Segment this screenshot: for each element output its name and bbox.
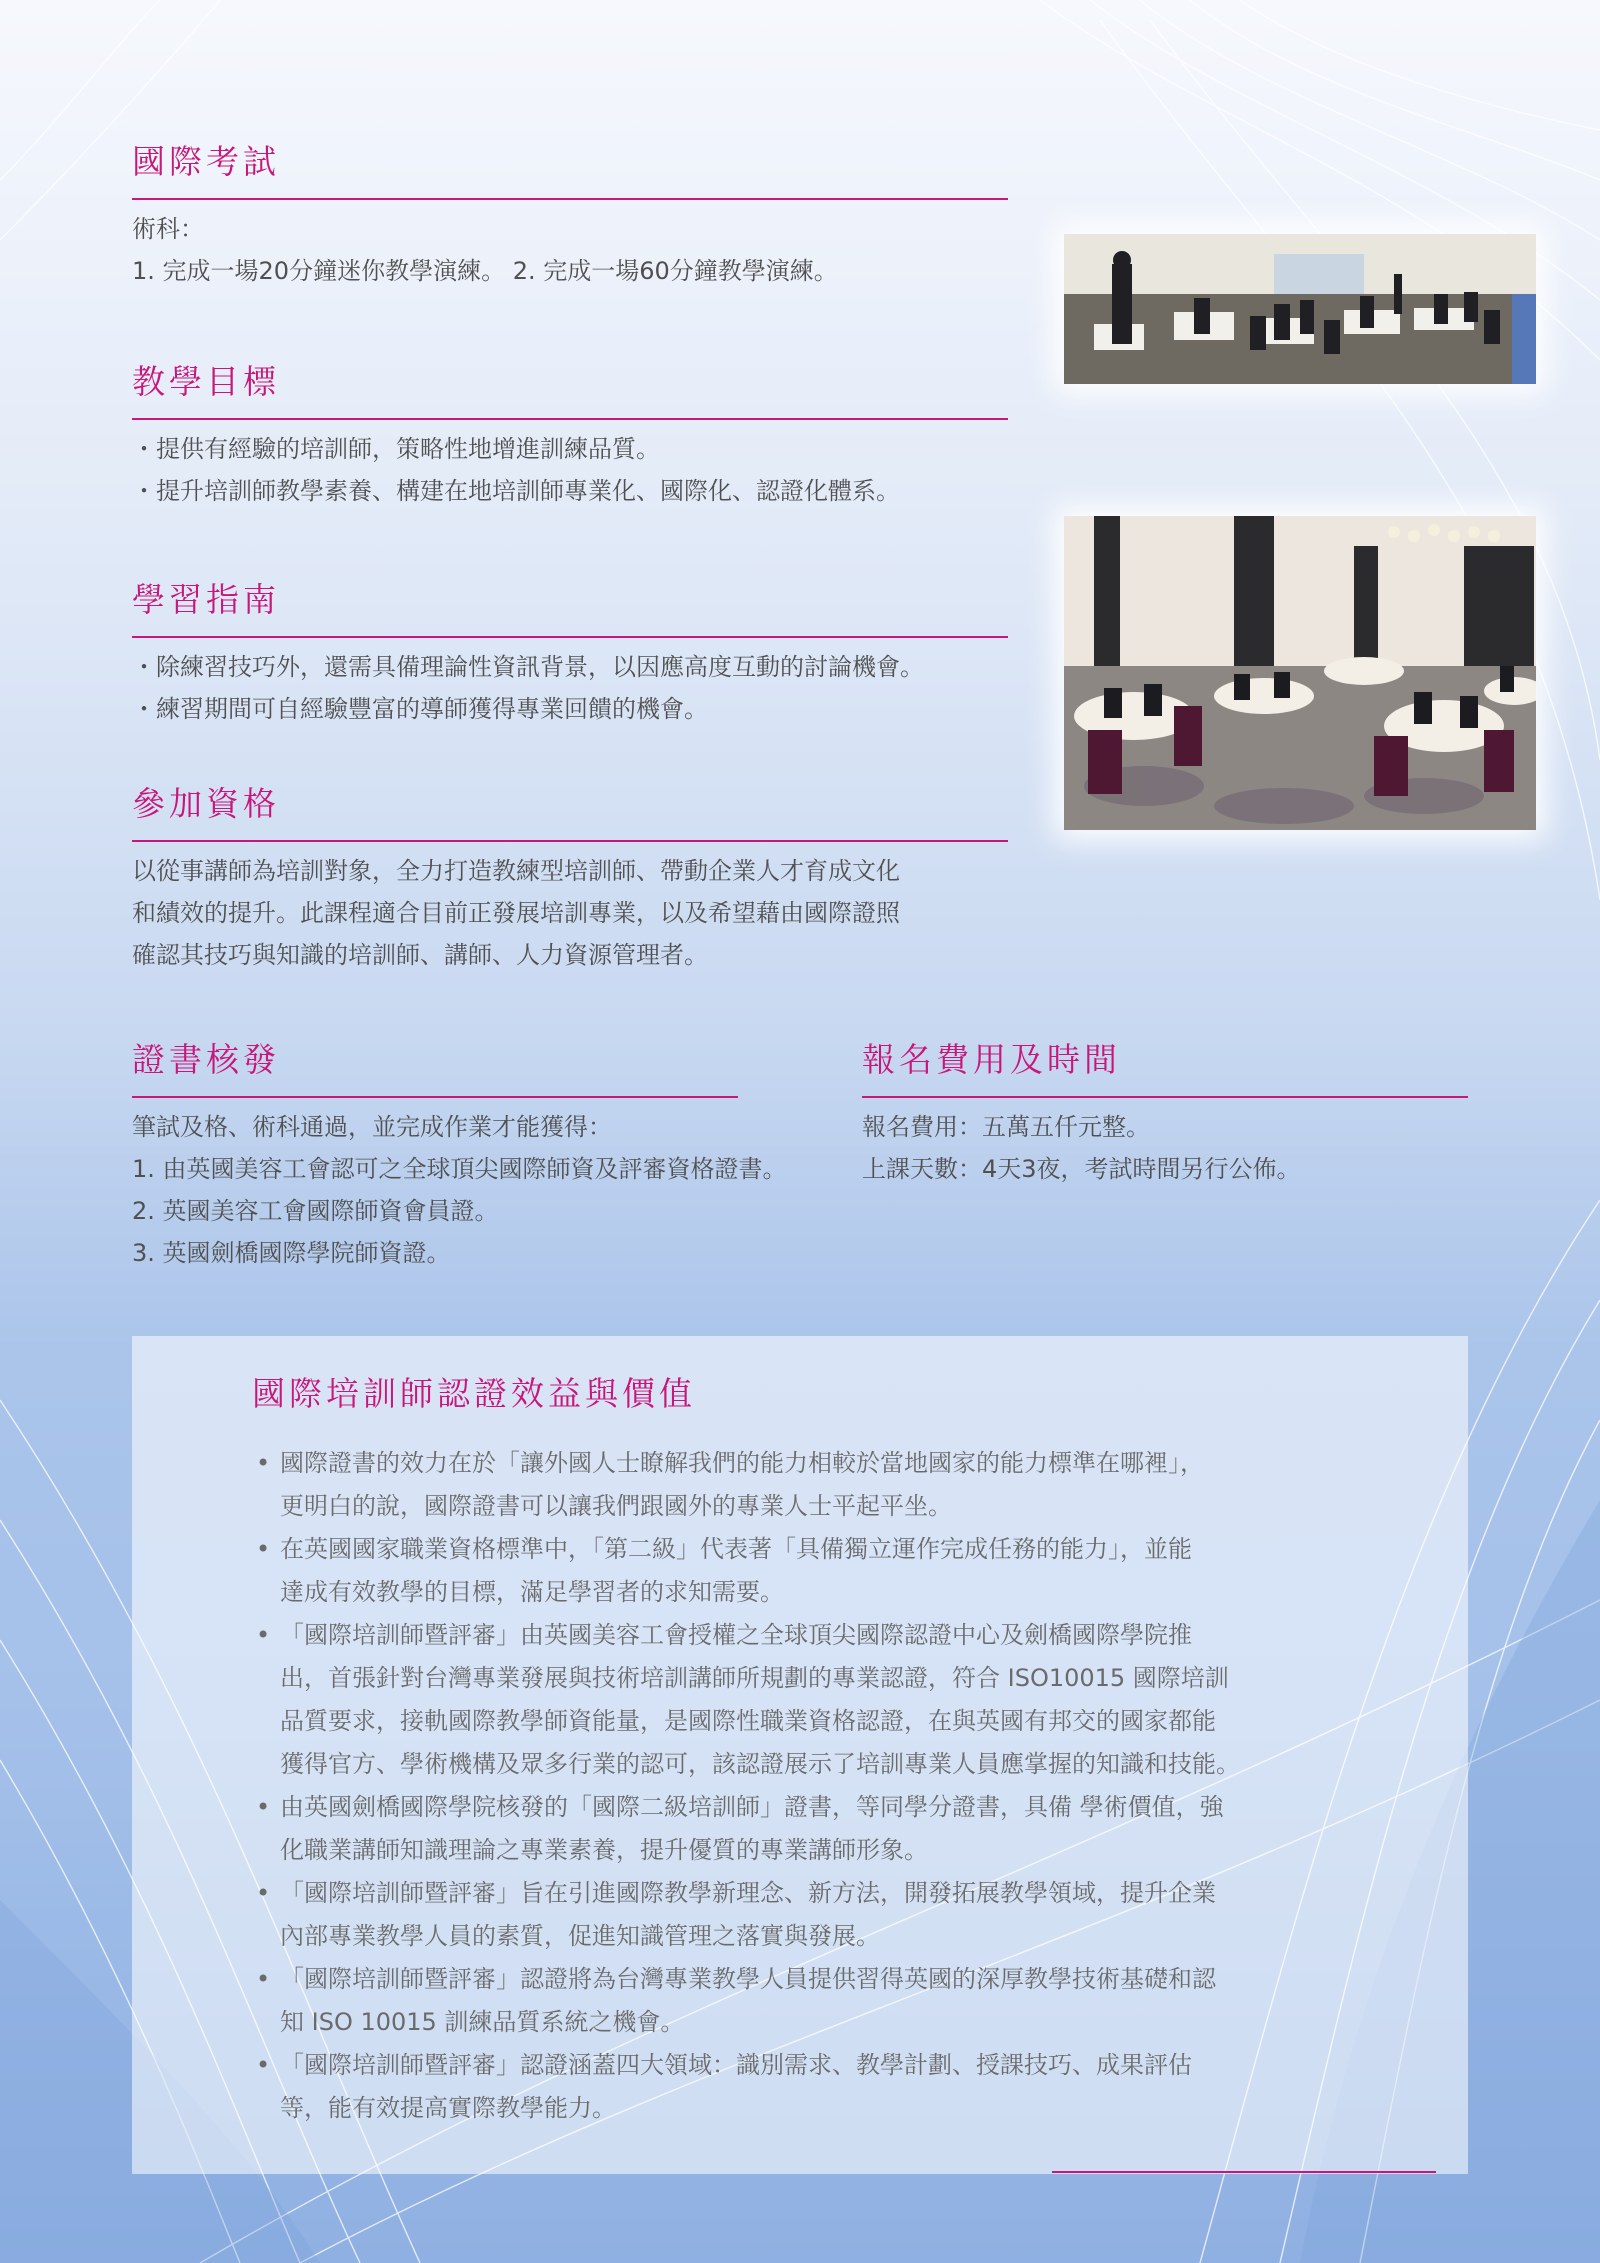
benefit-line: 品質要求，接軌國際教學師資能量，是國際性職業資格認證，在與英國有邦交的國家都能 — [280, 1707, 1216, 1735]
goals-item: ・ 提供有經驗的培訓師，策略性地增進訓練品質。 — [132, 428, 1008, 470]
benefit-line: • 在英國國家職業資格標準中，「第二級」代表著「具備獨立運作完成任務的能力」，並能 — [280, 1535, 1192, 1563]
fees-title-rule — [862, 1096, 1468, 1098]
benefits-list — [252, 1442, 1372, 2130]
banquet-room-photo — [1064, 516, 1536, 830]
guide-section — [132, 580, 1008, 730]
benefit-item — [252, 1528, 1372, 1614]
benefit-line: • 「國際培訓師暨評審」旨在引進國際教學新理念、新方法，開發拓展教學領域，提升企業 — [280, 1879, 1216, 1907]
benefit-line: 內部專業教學人員的素質，促進知識管理之落實與發展。 — [280, 1922, 880, 1950]
banquet-room-photo-illustration — [1064, 516, 1536, 830]
benefit-line: 化職業講師知識理論之專業素養，提升優質的專業講師形象。 — [280, 1836, 928, 1864]
goals-item: ・ 提升培訓師教學素養、構建在地培訓師專業化、國際化、認證化體系。 — [132, 470, 1008, 512]
benefit-item — [252, 1442, 1372, 1528]
classroom-photo-illustration — [1064, 234, 1536, 384]
guide-title-rule — [132, 636, 1008, 638]
exam-line: 1. 完成一場20分鐘迷你教學演練。 2. 完成一場60分鐘教學演練。 — [132, 257, 838, 285]
benefit-item — [252, 1958, 1372, 2044]
fees-title: 報名費用及時間 — [862, 1040, 1121, 1079]
guide-list — [132, 646, 1008, 730]
goals-title-rule — [132, 418, 1008, 420]
benefit-line: 知 ISO 10015 訓練品質系統之機會。 — [280, 2008, 685, 2036]
eligibility-section — [132, 784, 1008, 976]
certificate-section — [132, 1040, 787, 1274]
fees-line: 上課天數：4天3夜，考試時間另行公佈。 — [862, 1155, 1301, 1183]
certificate-line: 1. 由英國美容工會認可之全球頂尖國際師資及評審資格證書。 — [132, 1155, 787, 1183]
certificate-body — [132, 1106, 787, 1274]
benefit-line: 達成有效教學的目標，滿足學習者的求知需要。 — [280, 1578, 784, 1606]
benefit-line: • 「國際培訓師暨評審」認證涵蓋四大領域：識別需求、教學計劃、授課技巧、成果評估 — [280, 2051, 1192, 2079]
eligibility-title-rule — [132, 840, 1008, 842]
benefit-item — [252, 2044, 1372, 2130]
benefit-line: • 國際證書的效力在於「讓外國人士瞭解我們的能力相較於當地國家的能力標準在哪裡」， — [280, 1449, 1204, 1477]
eligibility-line: 以從事講師為培訓對象，全力打造教練型培訓師、帶動企業人才育成文化 — [132, 857, 900, 885]
benefit-line: 更明白的說，國際證書可以讓我們跟國外的專業人士平起平坐。 — [280, 1492, 952, 1520]
benefit-line: • 「國際培訓師暨評審」由英國美容工會授權之全球頂尖國際認證中心及劍橋國際學院推 — [280, 1621, 1192, 1649]
eligibility-body — [132, 850, 1008, 976]
goals-title: 教學目標 — [132, 362, 280, 401]
guide-item: ・ 練習期間可自經驗豐富的導師獲得專業回饋的機會。 — [132, 688, 1008, 730]
exam-body — [132, 208, 1008, 292]
exam-title: 國際考試 — [132, 142, 280, 181]
certificate-title: 證書核發 — [132, 1040, 280, 1079]
benefit-line: • 由英國劍橋國際學院核發的「國際二級培訓師」證書，等同學分證書，具備 學術價值，強 — [280, 1793, 1224, 1821]
guide-item: ・ 除練習技巧外，還需具備理論性資訊背景，以因應高度互動的討論機會。 — [132, 646, 1008, 688]
benefits-title: 國際培訓師認證效益與價值 — [252, 1374, 696, 1413]
footer-accent-rule — [1052, 2171, 1436, 2173]
benefit-item — [252, 1614, 1372, 1786]
exam-section — [132, 142, 1008, 292]
benefit-line: 獲得官方、學術機構及眾多行業的認可，該認證展示了培訓專業人員應掌握的知識和技能。 — [280, 1750, 1240, 1778]
exam-line: 術科： — [132, 215, 204, 243]
fees-body — [862, 1106, 1468, 1190]
goals-section — [132, 362, 1008, 512]
benefit-item — [252, 1786, 1372, 1872]
eligibility-title: 參加資格 — [132, 784, 280, 823]
benefit-line: 出，首張針對台灣專業發展與技術培訓講師所規劃的專業認證，符合 ISO10015 國際培訓 — [280, 1664, 1229, 1692]
classroom-photo — [1064, 234, 1536, 384]
eligibility-line: 和績效的提升。此課程適合目前正發展培訓專業，以及希望藉由國際證照 — [132, 899, 900, 927]
certificate-line: 筆試及格、術科通過，並完成作業才能獲得： — [132, 1113, 612, 1141]
guide-title: 學習指南 — [132, 580, 280, 619]
certificate-line: 2. 英國美容工會國際師資會員證。 — [132, 1197, 499, 1225]
benefit-line: 等，能有效提高實際教學能力。 — [280, 2094, 616, 2122]
eligibility-line: 確認其技巧與知識的培訓師、講師、人力資源管理者。 — [132, 941, 708, 969]
benefit-item — [252, 1872, 1372, 1958]
fees-section — [862, 1040, 1468, 1190]
certificate-title-rule — [132, 1096, 738, 1098]
fees-line: 報名費用：五萬五仟元整。 — [862, 1113, 1150, 1141]
benefit-line: • 「國際培訓師暨評審」認證將為台灣專業教學人員提供習得英國的深厚教學技術基礎和認 — [280, 1965, 1216, 1993]
exam-title-rule — [132, 198, 1008, 200]
goals-list — [132, 428, 1008, 512]
certificate-line: 3. 英國劍橋國際學院師資證。 — [132, 1239, 451, 1267]
